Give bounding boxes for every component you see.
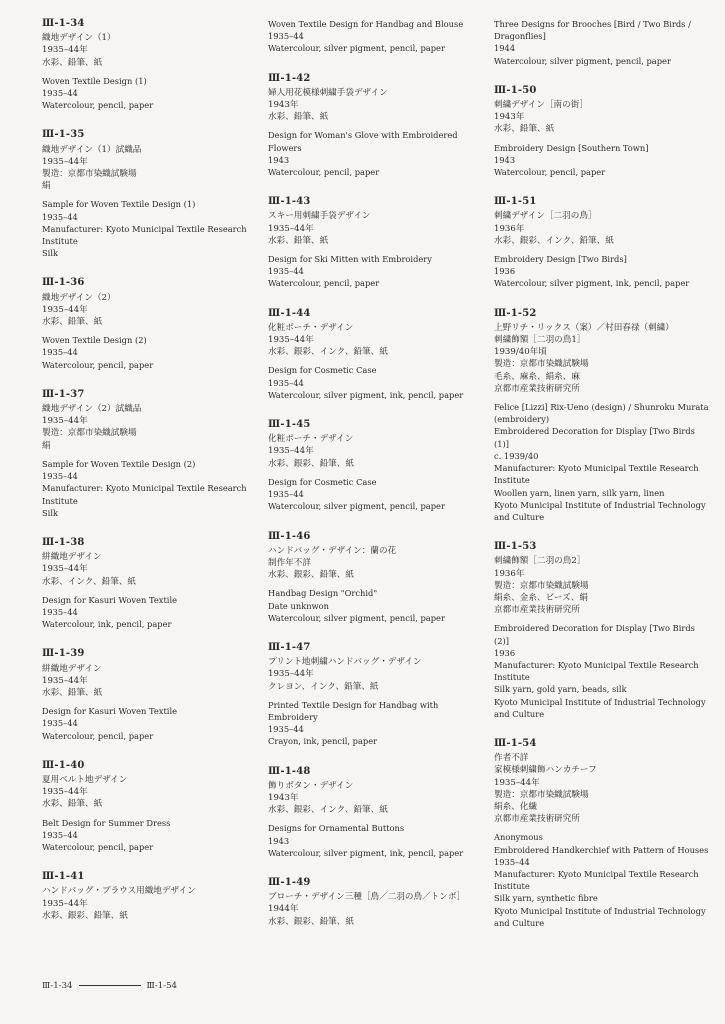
caption-line-en: Watercolour, silver pigment, ink, pencil, paper xyxy=(268,389,464,400)
catalogue-column-3 xyxy=(494,18,709,947)
caption-line-jp: プリント地刺繍ハンドバッグ・デザイン xyxy=(268,657,422,668)
caption-line-en: Kyoto Municipal Institute of Industrial Technology and Culture xyxy=(494,499,706,522)
caption-line-en: Silk yarn, gold yarn, beads, silk xyxy=(494,684,627,695)
footer-range-end: Ⅲ-1-54 xyxy=(146,980,177,991)
caption-line-jp: 1935–44年 xyxy=(42,787,88,798)
caption-line-jp: 1936年 xyxy=(494,568,525,579)
footer-divider xyxy=(79,985,141,986)
caption-line-en: Embroidered Decoration for Display [Two Birds (1)] xyxy=(494,426,695,449)
entry-japanese-caption xyxy=(494,210,709,247)
caption-line-en: Watercolour, pencil, paper xyxy=(42,100,154,111)
caption-line-en: Felice [Lizzi] Rix-Ueno (design) / Shunroku Murata (embroidery) xyxy=(494,402,709,425)
caption-line-en: Printed Textile Design for Handbag with Embroidery xyxy=(268,699,439,722)
caption-line-en: Watercolour, pencil, paper xyxy=(42,359,154,370)
catalogue-entry xyxy=(42,760,252,853)
caption-line-jp: 織地デザイン（2）試織品 xyxy=(42,404,142,415)
caption-line-en: Kyoto Municipal Institute of Industrial Technology and Culture xyxy=(494,696,706,719)
caption-line-en: Anonymous xyxy=(494,832,543,843)
caption-line-en: Design for Kasuri Woven Textile xyxy=(42,706,178,717)
caption-line-jp: 飾りボタン・デザイン xyxy=(268,780,354,791)
entry-number: Ⅲ-1-36 xyxy=(42,277,85,289)
caption-line-jp: 製造：京都市染織試験場 xyxy=(42,428,137,439)
caption-line-en: Woven Textile Design (1) xyxy=(42,75,147,86)
caption-line-jp: 1935–44年 xyxy=(42,156,88,167)
caption-line-en: Silk xyxy=(42,507,59,518)
entry-japanese-caption xyxy=(268,780,483,817)
caption-line-en: c. 1939/40 xyxy=(494,450,539,461)
caption-line-en: Silk yarn, synthetic fibre xyxy=(494,893,598,904)
caption-line-en: Kyoto Municipal Institute of Industrial Technology and Culture xyxy=(494,905,706,928)
catalogue-entry xyxy=(494,308,709,523)
entry-number: Ⅲ-1-48 xyxy=(268,765,311,777)
caption-line-jp: 1935–44年 xyxy=(42,45,88,56)
caption-line-en: Embroidered Decoration for Display [Two Birds (2)] xyxy=(494,623,695,646)
caption-line-jp: 1935–44年 xyxy=(42,416,88,427)
caption-line-en: 1944 xyxy=(494,43,516,54)
entry-japanese-caption xyxy=(268,210,483,247)
caption-line-jp: 絹 xyxy=(42,440,51,451)
catalogue-entry xyxy=(42,129,252,259)
entry-japanese-caption xyxy=(268,433,483,470)
entry-number: Ⅲ-1-39 xyxy=(42,648,85,660)
caption-line-jp: 1943年 xyxy=(268,792,299,803)
entry-japanese-caption xyxy=(42,663,252,700)
caption-line-jp: 水彩、インク、鉛筆、紙 xyxy=(42,576,137,587)
catalogue-entry xyxy=(268,73,483,179)
caption-line-jp: ハンドバッグ・ブラウス用織地デザイン xyxy=(42,886,196,897)
caption-line-en: Embroidery Design [Southern Town] xyxy=(494,142,649,153)
entry-japanese-caption xyxy=(42,774,252,811)
caption-line-en: 1935–44 xyxy=(42,88,78,99)
entry-english-caption xyxy=(494,622,709,720)
caption-line-jp: ブローチ・デザイン三種［鳥／二羽の鳥／トンボ］ xyxy=(268,892,466,903)
catalogue-column-2 xyxy=(268,18,483,946)
caption-line-en: 1935–44 xyxy=(268,266,304,277)
caption-line-en: 1943 xyxy=(268,835,290,846)
caption-line-jp: 1943年 xyxy=(268,100,299,111)
caption-line-jp: 1935–44年 xyxy=(268,669,314,680)
entry-japanese-caption xyxy=(494,99,709,136)
caption-line-en: Woollen yarn, linen yarn, silk yarn, linen xyxy=(494,487,665,498)
caption-line-jp: 刺繍飾額［二羽の鳥1］ xyxy=(494,335,586,346)
entry-number: Ⅲ-1-42 xyxy=(268,72,311,84)
caption-line-en: 1935–44 xyxy=(268,489,304,500)
caption-line-en: 1935–44 xyxy=(42,211,78,222)
entry-number: Ⅲ-1-45 xyxy=(268,419,311,431)
caption-line-jp: 化粧ポーチ・デザイン xyxy=(268,434,354,445)
entry-japanese-caption xyxy=(42,144,252,193)
catalogue-entry xyxy=(42,389,252,519)
catalogue-entry xyxy=(494,196,709,289)
caption-line-jp: 刺繍飾額［二羽の鳥2］ xyxy=(494,556,586,567)
catalogue-entry xyxy=(268,642,483,748)
catalogue-entry xyxy=(494,738,709,929)
catalogue-entry xyxy=(268,766,483,859)
catalogue-entry xyxy=(268,877,483,928)
entry-japanese-caption xyxy=(494,555,709,616)
entry-english-caption xyxy=(494,18,709,67)
caption-line-en: Watercolour, silver pigment, pencil, paper xyxy=(268,43,445,54)
caption-line-en: Three Designs for Brooches [Bird / Two Birds / Dragonflies] xyxy=(494,19,691,42)
entry-english-caption xyxy=(42,75,252,112)
caption-line-en: 1935–44 xyxy=(494,856,530,867)
catalogue-entry xyxy=(42,277,252,370)
caption-line-en: Watercolour, silver pigment, ink, pencil, paper xyxy=(268,847,464,858)
entry-number: Ⅲ-1-40 xyxy=(42,759,85,771)
entry-english-caption xyxy=(268,253,483,290)
caption-line-jp: 1935–44年 xyxy=(268,223,314,234)
caption-line-en: Crayon, ink, pencil, paper xyxy=(268,736,378,747)
caption-line-en: 1935–44 xyxy=(42,471,78,482)
caption-line-jp: 1935–44年 xyxy=(42,675,88,686)
entry-english-caption xyxy=(494,253,709,290)
caption-line-jp: 1936年 xyxy=(494,223,525,234)
entry-japanese-caption xyxy=(42,292,252,329)
entry-number: Ⅲ-1-49 xyxy=(268,876,311,888)
caption-line-jp: 京都市産業技術研究所 xyxy=(494,605,580,616)
caption-line-jp: 水彩、銀彩、インク、鉛筆、紙 xyxy=(268,347,388,358)
caption-line-en: Watercolour, ink, pencil, paper xyxy=(42,619,172,630)
caption-line-en: 1935–44 xyxy=(42,606,78,617)
caption-line-jp: 1935–44年 xyxy=(42,564,88,575)
caption-line-jp: 夏用ベルト地デザイン xyxy=(42,774,128,785)
caption-line-en: Woven Textile Design (2) xyxy=(42,335,147,346)
caption-line-en: Date unknwon xyxy=(268,600,329,611)
entry-number: Ⅲ-1-46 xyxy=(268,530,311,542)
footer-range-start: Ⅲ-1-34 xyxy=(42,980,73,991)
entry-number: Ⅲ-1-50 xyxy=(494,84,537,96)
entry-number: Ⅲ-1-52 xyxy=(494,307,537,319)
caption-line-en: Manufacturer: Kyoto Municipal Textile Research Institute xyxy=(494,868,699,892)
caption-line-jp: 水彩、銀彩、鉛筆、紙 xyxy=(268,916,354,927)
catalogue-entry xyxy=(42,537,252,630)
entry-english-caption xyxy=(268,129,483,178)
caption-line-jp: 絣織地デザイン xyxy=(42,663,102,674)
caption-line-jp: 制作年不詳 xyxy=(268,557,311,568)
caption-line-jp: 1944年 xyxy=(268,904,299,915)
entry-japanese-caption xyxy=(42,551,252,588)
caption-line-en: Watercolour, silver pigment, ink, pencil, paper xyxy=(494,278,690,289)
caption-line-jp: 化粧ポーチ・デザイン xyxy=(268,322,354,333)
caption-line-jp: 織地デザイン（1）試織品 xyxy=(42,144,142,155)
caption-line-en: Watercolour, pencil, paper xyxy=(268,278,380,289)
entry-english-caption xyxy=(268,476,483,513)
catalogue-entry xyxy=(268,196,483,289)
caption-line-en: Silk xyxy=(42,248,59,259)
caption-line-jp: 水彩、銀彩、鉛筆、紙 xyxy=(42,910,128,921)
caption-line-jp: 1935–44年 xyxy=(42,898,88,909)
caption-line-en: Watercolour, silver pigment, pencil, paper xyxy=(494,55,671,66)
entry-english-caption xyxy=(42,198,252,259)
caption-line-en: Manufacturer: Kyoto Municipal Textile Research Institute xyxy=(42,483,247,506)
entry-number: Ⅲ-1-37 xyxy=(42,388,85,400)
caption-line-en: 1936 xyxy=(494,647,516,658)
caption-line-jp: 水彩、銀彩、鉛筆、紙 xyxy=(268,458,354,469)
caption-line-jp: 毛糸、麻糸、絹糸、麻 xyxy=(494,371,580,382)
caption-line-jp: 刺繍デザイン［南の街］ xyxy=(494,100,588,111)
caption-line-jp: 製造：京都市染織試験場 xyxy=(494,789,589,800)
entry-english-caption xyxy=(42,334,252,371)
caption-line-en: 1943 xyxy=(268,154,290,165)
caption-line-en: 1935–44 xyxy=(268,31,304,42)
entry-english-caption xyxy=(42,594,252,631)
entry-english-caption xyxy=(268,364,483,401)
caption-line-jp: 絣織地デザイン xyxy=(42,552,102,563)
entry-english-caption xyxy=(494,142,709,179)
entry-number: Ⅲ-1-35 xyxy=(42,129,85,141)
caption-line-en: 1935–44 xyxy=(42,347,78,358)
caption-line-en: Design for Cosmetic Case xyxy=(268,476,377,487)
entry-japanese-caption xyxy=(268,87,483,124)
caption-line-en: Woven Textile Design for Handbag and Blouse xyxy=(268,19,464,29)
caption-line-en: Watercolour, pencil, paper xyxy=(42,841,154,852)
entry-number: Ⅲ-1-54 xyxy=(494,737,537,749)
caption-line-en: Watercolour, silver pigment, pencil, paper xyxy=(268,501,445,512)
caption-line-jp: 1935–44年 xyxy=(268,335,314,346)
catalogue-entry xyxy=(494,18,709,67)
caption-line-jp: 水彩、銀彩、インク、鉛筆、紙 xyxy=(494,235,614,246)
entry-number: Ⅲ-1-41 xyxy=(42,871,85,883)
caption-line-en: 1935–44 xyxy=(268,377,304,388)
caption-line-en: Handbag Design "Orchid" xyxy=(268,588,378,599)
caption-line-jp: 織地デザイン（2） xyxy=(42,292,116,303)
entry-english-caption xyxy=(268,699,483,748)
entry-number: Ⅲ-1-34 xyxy=(42,18,85,29)
entry-japanese-caption xyxy=(42,403,252,452)
caption-line-en: Embroidery Design [Two Birds] xyxy=(494,254,627,265)
catalogue-entry xyxy=(268,419,483,512)
caption-line-jp: 京都市産業技術研究所 xyxy=(494,814,580,825)
entry-japanese-caption xyxy=(268,656,483,693)
caption-line-en: Watercolour, pencil, paper xyxy=(268,167,380,178)
caption-line-en: Manufacturer: Kyoto Municipal Textile Research Institute xyxy=(42,223,247,247)
caption-line-en: 1936 xyxy=(494,266,516,277)
entry-japanese-caption xyxy=(42,32,252,69)
caption-line-jp: クレヨン、インク、鉛筆、紙 xyxy=(268,681,379,692)
caption-line-en: Watercolour, pencil, paper xyxy=(494,167,606,178)
catalogue-entry xyxy=(268,531,483,624)
caption-line-en: Embroidered Handkerchief with Pattern of Houses xyxy=(494,844,709,855)
caption-line-jp: 刺繍デザイン［二羽の鳥］ xyxy=(494,211,597,222)
catalogue-entry xyxy=(42,18,252,111)
entry-japanese-caption xyxy=(494,752,709,825)
caption-line-en: Sample for Woven Textile Design (2) xyxy=(42,458,196,469)
caption-line-jp: 水彩、鉛筆、紙 xyxy=(42,799,103,810)
caption-line-jp: 水彩、鉛筆、紙 xyxy=(42,57,103,68)
entry-japanese-caption xyxy=(42,885,252,922)
caption-line-jp: 1943年 xyxy=(494,112,525,123)
caption-line-jp: 水彩、鉛筆、紙 xyxy=(268,112,329,123)
caption-line-jp: 水彩、鉛筆、紙 xyxy=(42,317,103,328)
caption-line-en: Design for Cosmetic Case xyxy=(268,365,377,376)
caption-line-jp: 織地デザイン（1） xyxy=(42,33,116,44)
entry-number: Ⅲ-1-51 xyxy=(494,196,537,208)
catalogue-entry xyxy=(268,308,483,401)
caption-line-jp: 水彩、鉛筆、紙 xyxy=(494,124,555,135)
caption-line-en: 1935–44 xyxy=(42,829,78,840)
entry-number: Ⅲ-1-43 xyxy=(268,196,311,208)
caption-line-jp: 絹 xyxy=(42,181,51,192)
entry-english-caption xyxy=(268,822,483,859)
entry-number: Ⅲ-1-38 xyxy=(42,536,85,548)
caption-line-jp: 絹糸、化繊 xyxy=(494,801,537,812)
entry-japanese-caption xyxy=(268,322,483,359)
page-footer xyxy=(42,980,177,992)
catalogue-column-1 xyxy=(42,18,252,940)
caption-line-en: 1935–44 xyxy=(42,718,78,729)
caption-line-jp: 婦人用花模様刺繍手袋デザイン xyxy=(268,87,388,98)
caption-line-jp: ハンドバッグ・デザイン：蘭の花 xyxy=(268,545,397,556)
caption-line-jp: 上野リチ・リックス（案）／村田春禄（刺繍） xyxy=(494,322,674,333)
caption-line-en: Belt Design for Summer Dress xyxy=(42,817,171,828)
caption-line-en: Manufacturer: Kyoto Municipal Textile Research Institute xyxy=(494,463,699,486)
caption-line-jp: 水彩、鉛筆、紙 xyxy=(268,235,329,246)
caption-line-en: Watercolour, pencil, paper xyxy=(42,730,154,741)
entry-english-caption xyxy=(494,401,709,523)
caption-line-en: Designs for Ornamental Buttons xyxy=(268,823,405,834)
entry-number: Ⅲ-1-44 xyxy=(268,307,311,319)
caption-line-jp: 1935–44年 xyxy=(42,304,88,315)
entry-japanese-caption xyxy=(494,322,709,395)
caption-line-jp: スキー用刺繍手袋デザイン xyxy=(268,211,371,222)
caption-line-jp: 製造：京都市染織試験場 xyxy=(494,359,589,370)
catalogue-entry xyxy=(42,648,252,741)
caption-line-en: Sample for Woven Textile Design (1) xyxy=(42,199,196,210)
entry-english-caption xyxy=(42,817,252,854)
entry-english-caption xyxy=(268,18,483,55)
caption-line-en: Design for Ski Mitten with Embroidery xyxy=(268,254,432,265)
caption-line-jp: 作者不詳 xyxy=(494,753,529,764)
caption-line-jp: 製造：京都市染織試験場 xyxy=(494,580,589,591)
entry-japanese-caption xyxy=(268,545,483,582)
caption-line-jp: 家模様刺繍飾ハンカチーフ xyxy=(494,765,597,776)
entry-english-caption xyxy=(268,587,483,624)
entry-english-caption xyxy=(42,458,252,519)
caption-line-en: 1943 xyxy=(494,154,516,165)
caption-line-jp: 京都市産業技術研究所 xyxy=(494,383,580,394)
caption-line-en: Watercolour, silver pigment, pencil, paper xyxy=(268,612,445,623)
entry-english-caption xyxy=(42,705,252,742)
entry-japanese-caption xyxy=(268,891,483,928)
caption-line-jp: 水彩、銀彩、鉛筆、紙 xyxy=(268,570,354,581)
catalogue-entry xyxy=(494,541,709,720)
caption-line-jp: 1935–44年 xyxy=(494,777,540,788)
caption-line-jp: 製造：京都市染織試験場 xyxy=(42,169,137,180)
caption-line-jp: 水彩、鉛筆、紙 xyxy=(42,687,103,698)
caption-line-en: Manufacturer: Kyoto Municipal Textile Research Institute xyxy=(494,659,699,683)
caption-line-en: Design for Woman's Glove with Embroidered Flowers xyxy=(268,130,458,153)
caption-line-jp: 水彩、銀彩、インク、鉛筆、紙 xyxy=(268,805,388,816)
catalogue-entry xyxy=(494,85,709,178)
entry-number: Ⅲ-1-53 xyxy=(494,541,537,553)
catalogue-entry xyxy=(42,871,252,922)
entry-english-caption xyxy=(494,831,709,929)
catalogue-entry xyxy=(268,18,483,55)
caption-line-en: 1935–44 xyxy=(268,724,304,735)
caption-line-jp: 1935–44年 xyxy=(268,446,314,457)
caption-line-jp: 絹糸、金糸、ビーズ、絹 xyxy=(494,592,589,603)
caption-line-en: Design for Kasuri Woven Textile xyxy=(42,594,178,605)
entry-number: Ⅲ-1-47 xyxy=(268,641,311,653)
caption-line-jp: 1939/40年頃 xyxy=(494,347,547,358)
